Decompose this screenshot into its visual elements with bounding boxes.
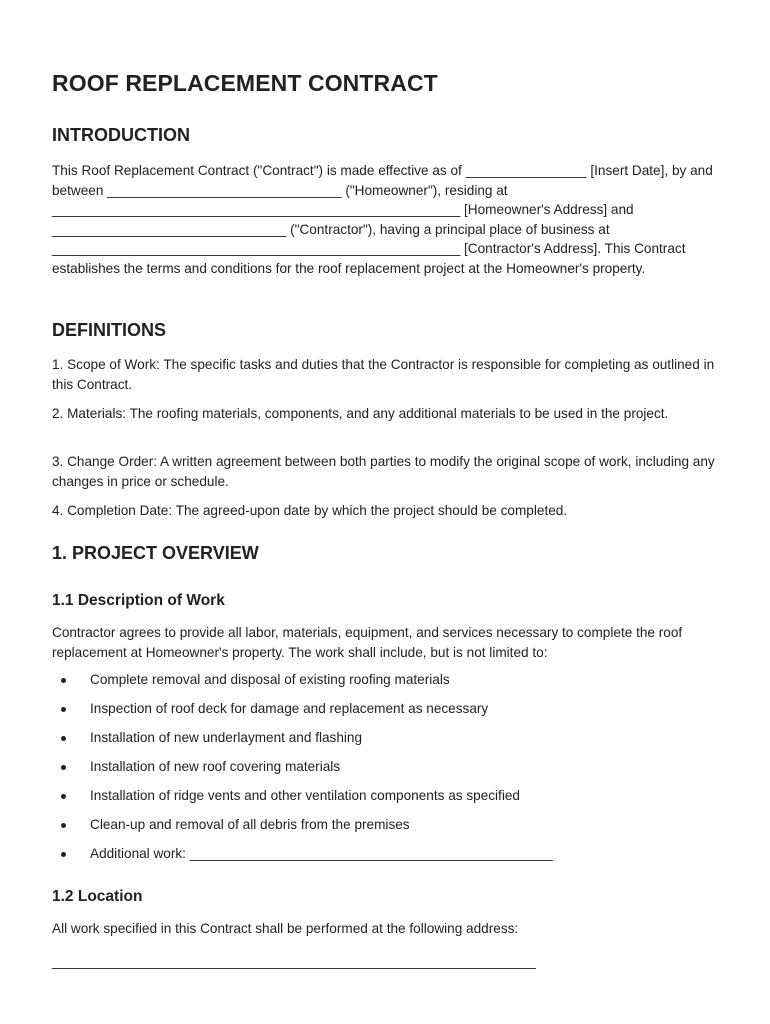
list-item-text: Inspection of roof deck for damage and replacement as necessary xyxy=(90,701,489,716)
list-item-text: Installation of ridge vents and other ventilation components as specified xyxy=(90,788,520,803)
definition-item: 1. Scope of Work: The specific tasks and duties that the Contractor is responsible for completing as outlined in this Contract. xyxy=(52,357,715,392)
bullet-icon xyxy=(61,736,66,741)
definitions-heading: DEFINITIONS xyxy=(52,320,167,340)
list-item xyxy=(52,786,722,815)
location-heading: 1.2 Location xyxy=(52,888,143,905)
definition-item: 3. Change Order: A written agreement between both parties to modify the original scope of work, including any changes in price or schedule. xyxy=(52,454,715,489)
bullet-icon xyxy=(61,707,66,712)
bullet-icon xyxy=(61,852,66,857)
list-item-text: Complete removal and disposal of existing roofing materials xyxy=(90,672,450,687)
introduction-heading: INTRODUCTION xyxy=(52,125,190,145)
bullet-icon xyxy=(61,823,66,828)
location-paragraph: All work specified in this Contract shall be performed at the following address: xyxy=(52,921,519,936)
list-item xyxy=(52,699,722,728)
list-item xyxy=(52,844,722,873)
bullet-icon xyxy=(61,678,66,683)
list-item-text: Installation of new roof covering materials xyxy=(90,759,341,774)
description-of-work-paragraph: Contractor agrees to provide all labor, materials, equipment, and services necessary to complete the roof replacement at Homeowner's property. The work shall include, but is not limited to: xyxy=(52,625,683,660)
list-item-text: Additional work: ________________________________________________ xyxy=(90,846,553,861)
project-overview-heading: 1. PROJECT OVERVIEW xyxy=(52,543,259,563)
list-item xyxy=(52,670,722,699)
work-items-list xyxy=(52,670,722,873)
definition-item: 4. Completion Date: The agreed-upon date by which the project should be completed. xyxy=(52,503,568,518)
list-item-text: Installation of new underlayment and flashing xyxy=(90,730,363,745)
address-blank-line: ________________________________________________________________ xyxy=(52,954,536,969)
description-of-work-heading: 1.1 Description of Work xyxy=(52,592,225,609)
list-item xyxy=(52,757,722,786)
bullet-icon xyxy=(61,765,66,770)
introduction-paragraph: This Roof Replacement Contract ("Contract") is made effective as of ________________ [Insert Date], by and between _______________________________ ("Homeowner"), residing at ______________________________________________________ [Homeowner's Address] and _______________________________ ("Contractor"), having a principal place of business at ______________________________________________________ [Contractor's Address]. This Contract establishes the terms and conditions for the roof replacement project at the Homeowner's property. xyxy=(52,163,713,276)
definition-item: 2. Materials: The roofing materials, components, and any additional materials to be used in the project. xyxy=(52,406,669,421)
list-item xyxy=(52,815,722,844)
list-item xyxy=(52,728,722,757)
document-title: ROOF REPLACEMENT CONTRACT xyxy=(52,70,438,96)
list-item-text: Clean-up and removal of all debris from the premises xyxy=(90,817,410,832)
bullet-icon xyxy=(61,794,66,799)
